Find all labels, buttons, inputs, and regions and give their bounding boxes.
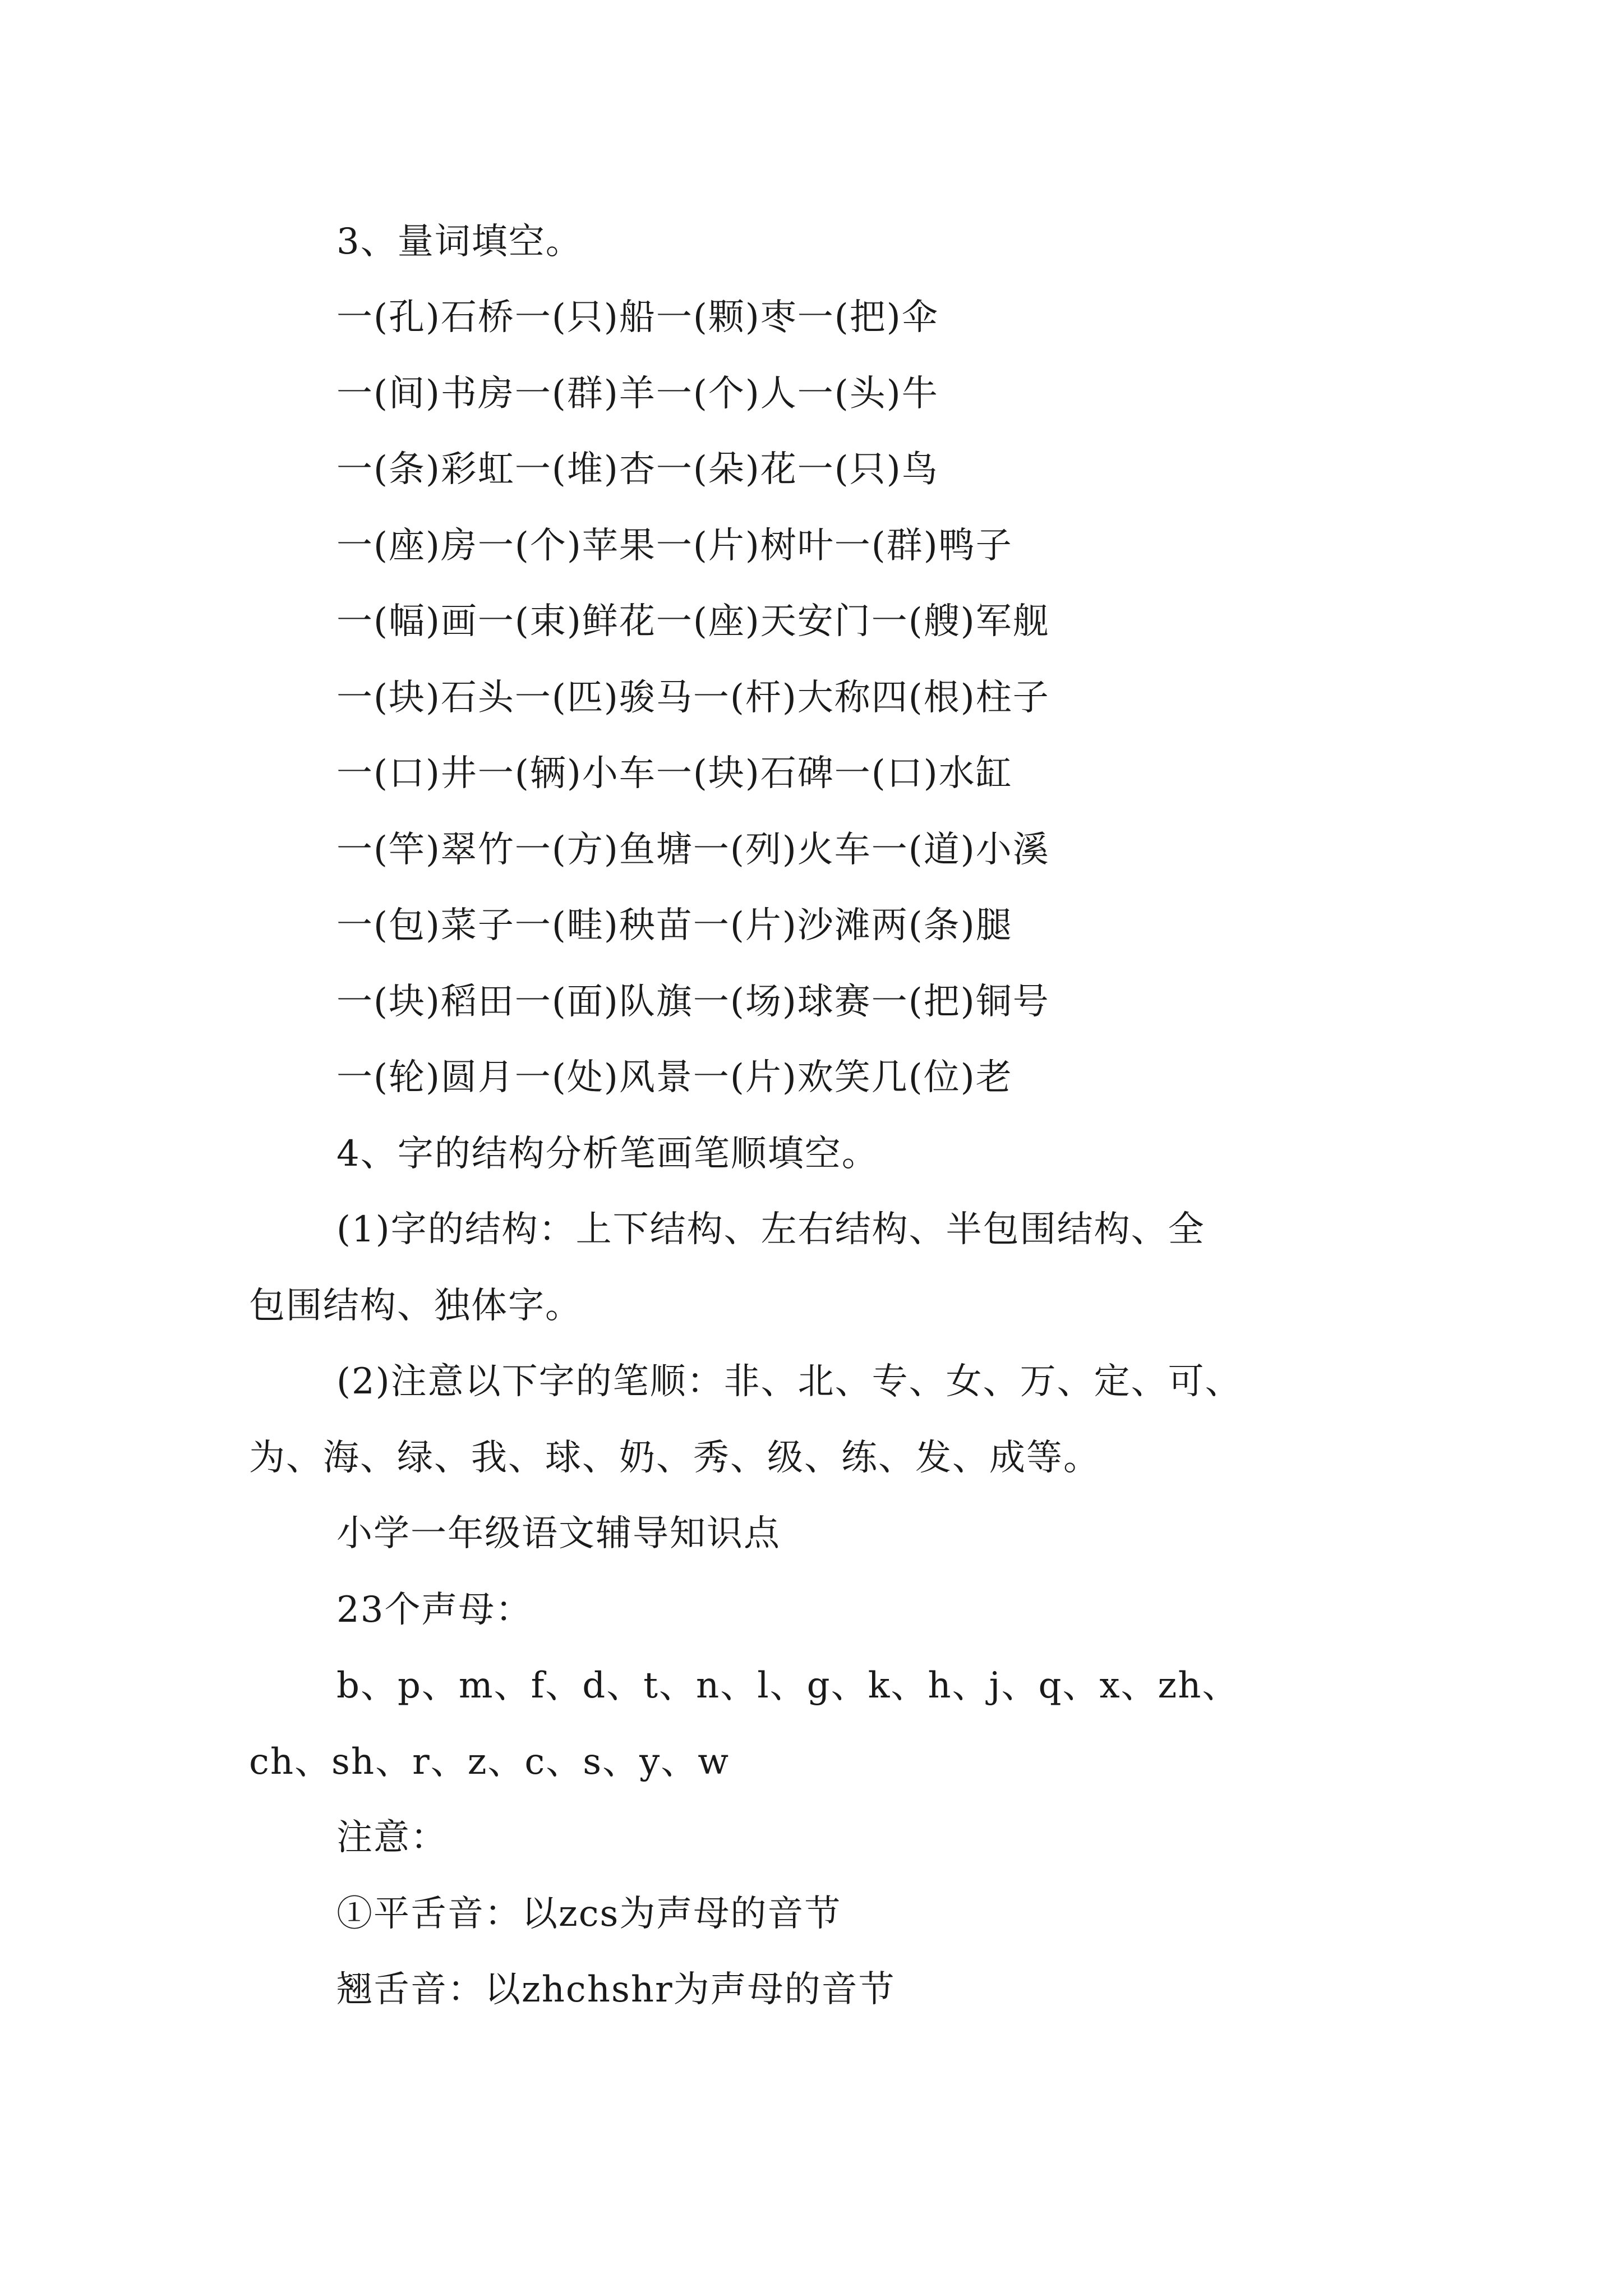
note-label: 注意： (336, 1817, 448, 1858)
measure-word-row: 一(座)房一(个)苹果一(片)树叶一(群)鸭子 (336, 525, 1013, 567)
section4-heading: 4、字的结构分析笔画笔顺填空。 (336, 1133, 879, 1175)
measure-word-row: 一(幅)画一(束)鲜花一(座)天安门一(艘)军舰 (336, 601, 1050, 642)
measure-word-row: 一(包)菜子一(畦)秧苗一(片)沙滩两(条)腿 (336, 905, 1013, 946)
measure-word-row: 一(块)稻田一(面)队旗一(场)球赛一(把)铜号 (336, 981, 1050, 1023)
structure-item-line1: (1)字的结构：上下结构、左右结构、半包围结构、全 (336, 1209, 1205, 1250)
stroke-order-item-line2: 为、海、绿、我、球、奶、秀、级、练、发、成等。 (249, 1437, 1100, 1479)
measure-word-row: 一(条)彩虹一(堆)杏一(朵)花一(只)鸟 (336, 449, 939, 490)
note-retroflex: 翘舌音：以zhchshr为声母的音节 (336, 1969, 896, 2010)
initials-list-line2: ch、sh、r、z、c、s、y、w (249, 1741, 730, 1783)
measure-word-row: 一(间)书房一(群)羊一(个)人一(头)牛 (336, 373, 939, 415)
section3-heading: 3、量词填空。 (336, 221, 583, 263)
measure-word-row: 一(口)井一(辆)小车一(块)石碑一(口)水缸 (336, 753, 1013, 794)
measure-word-row: 一(块)石头一(匹)骏马一(杆)大称四(根)柱子 (336, 677, 1050, 719)
measure-word-row: 一(竿)翠竹一(方)鱼塘一(列)火车一(道)小溪 (336, 829, 1050, 871)
measure-word-row: 一(轮)圆月一(处)风景一(片)欢笑几(位)老 (336, 1057, 1013, 1098)
initials-list-line1: b、p、m、f、d、t、n、l、g、k、h、j、q、x、zh、 (336, 1665, 1239, 1706)
note-flat-tongue: ①平舌音：以zcs为声母的音节 (336, 1893, 842, 1935)
knowledge-title: 小学一年级语文辅导知识点 (336, 1513, 781, 1554)
stroke-order-item-line1: (2)注意以下字的笔顺：非、北、专、女、万、定、可、 (336, 1361, 1242, 1402)
measure-word-row: 一(孔)石桥一(只)船一(颗)枣一(把)伞 (336, 297, 939, 338)
structure-item-line2: 包围结构、独体字。 (249, 1285, 582, 1327)
initials-heading: 23个声母： (336, 1589, 533, 1631)
